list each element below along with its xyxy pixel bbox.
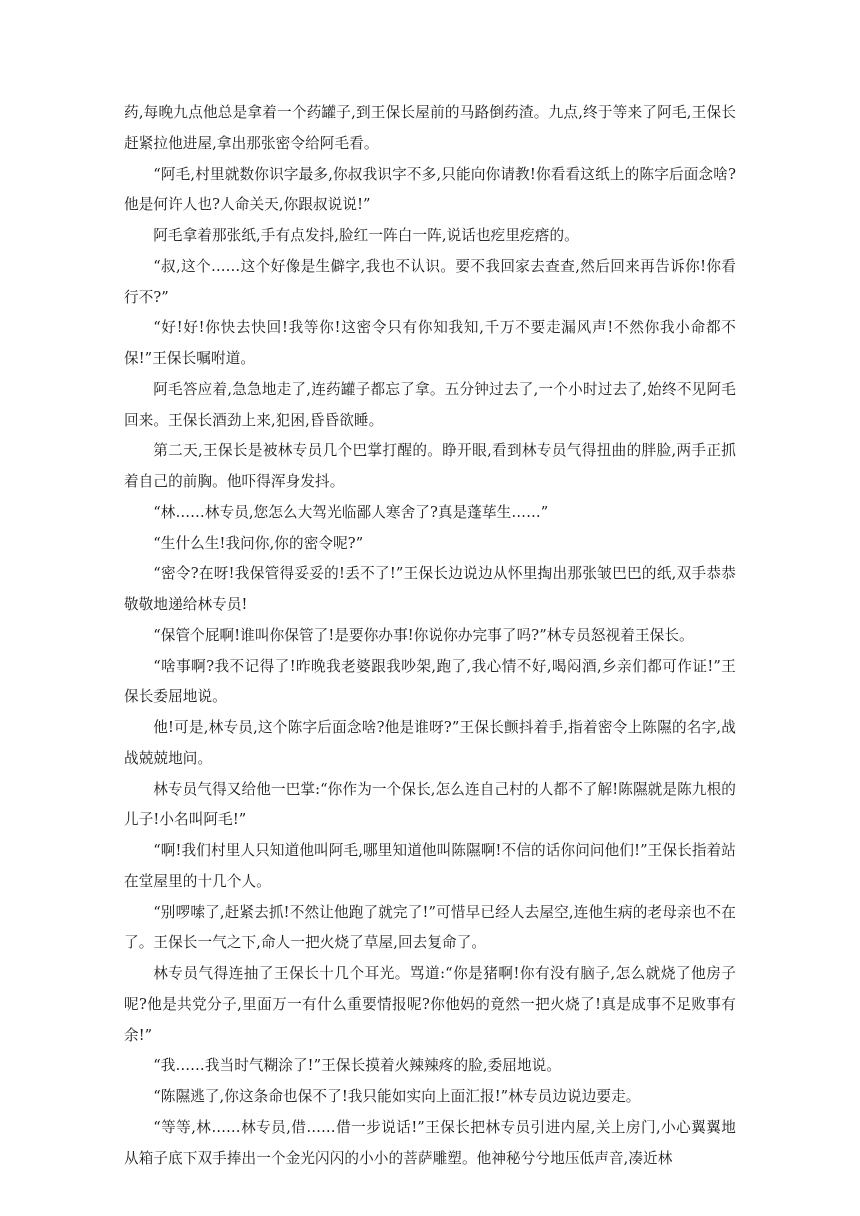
paragraph-11: “保管个屁啊!谁叫你保管了!是要你办事!你说你办完事了吗?”林专员怒视着王保长。 <box>153 626 694 644</box>
paragraph-8: “林……林专员,您怎么大驾光临鄙人寒舍了?真是蓬荜生……” <box>153 503 549 521</box>
paragraph-3: 阿毛拿着那张纸,手有点发抖,脸红一阵白一阵,说话也疙里疙瘩的。 <box>153 227 579 244</box>
paragraph-20: “等等,林……林专员,借……借一步说话!”王保长把林专员引进内屋,关上房门,小心翼翼地从箱子底下双手捧出一个金光闪闪的小小的菩萨雕塑。他神秘兮兮地压低声音,凑近林 <box>124 1118 736 1167</box>
paragraph-15: “啊!我们村里人只知道他叫阿毛,哪里知道他叫陈隰啊!不信的话你问问他们!”王保长指着站在堂屋里的十几个人。 <box>124 842 736 890</box>
paragraph-12: “啥事啊?我不记得了!昨晚我老婆跟我吵架,跑了,我心情不好,喝闷酒,乡亲们都可作证!”王保长委屈地说。 <box>124 657 736 706</box>
paragraph-4: “叔,这个……这个好像是生僻字,我也不认识。要不我回家去查查,然后回来再告诉你!你看行不?” <box>124 257 736 306</box>
paragraph-5: “好!好!你快去快回!我等你!这密令只有你知我知,千万不要走漏风声!不然你我小命都不保!”王保长嘱咐道。 <box>124 319 736 367</box>
paragraph-18: “我……我当时气糊涂了!”王保长摸着火辣辣疼的脸,委屈地说。 <box>153 1057 562 1075</box>
paragraph-19: “陈隰逃了,你这条命也保不了!我只能如实向上面汇报!”林专员边说边要走。 <box>153 1088 641 1105</box>
paragraph-10: “密令?在呀!我保管得妥妥的!丢不了!”王保长边说边从怀里掏出那张皱巴巴的纸,双手恭恭敬敬地递给林专员! <box>124 565 736 613</box>
paragraph-17: 林专员气得连抽了王保长十几个耳光。骂道:“你是猪啊!你有没有脑子,怎么就烧了他房子呢?他是共党分子,里面万一有什么重要情报呢?你他妈的竟然一把火烧了!真是成事不足败事有余!” <box>124 965 736 1044</box>
paragraph-7: 第二天,王保长是被林专员几个巴掌打醒的。睁开眼,看到林专员气得扭曲的胖脸,两手正抓着自己的前胸。他吓得浑身发抖。 <box>124 442 736 490</box>
paragraph-6: 阿毛答应着,急急地走了,连药罐子都忘了拿。五分钟过去了,一个小时过去了,始终不见阿毛回来。王保长酒劲上来,犯困,昏昏欲睡。 <box>124 380 736 429</box>
story-text <box>124 98 736 1174</box>
paragraph-1: 药,每晚九点他总是拿着一个药罐子,到王保长屋前的马路倒药渣。九点,终于等来了阿毛,王保长赶紧拉他进屋,拿出那张密令给阿毛看。 <box>124 104 736 152</box>
paragraph-14: 林专员气得又给他一巴掌:“你作为一个保长,怎么连自己村的人都不了解!陈隰就是陈九根的儿子!小名叫阿毛!” <box>124 780 736 829</box>
paragraph-2: “阿毛,村里就数你识字最多,你叔我识字不多,只能向你请教!你看看这纸上的陈字后面念啥?他是何许人也?人命关天,你跟叔说说!” <box>124 165 736 214</box>
paragraph-13: 他!可是,林专员,这个陈字后面念啥?他是谁呀?”王保长颤抖着手,指着密令上陈隰的名字,战战兢兢地问。 <box>124 719 736 767</box>
paragraph-16: “别啰嗦了,赶紧去抓!不然让他跑了就完了!”可惜早已经人去屋空,连他生病的老母亲也不在了。王保长一气之下,命人一把火烧了草屋,回去复命了。 <box>124 903 736 952</box>
paragraph-9: “生什么生!我问你,你的密令呢?” <box>153 534 364 552</box>
